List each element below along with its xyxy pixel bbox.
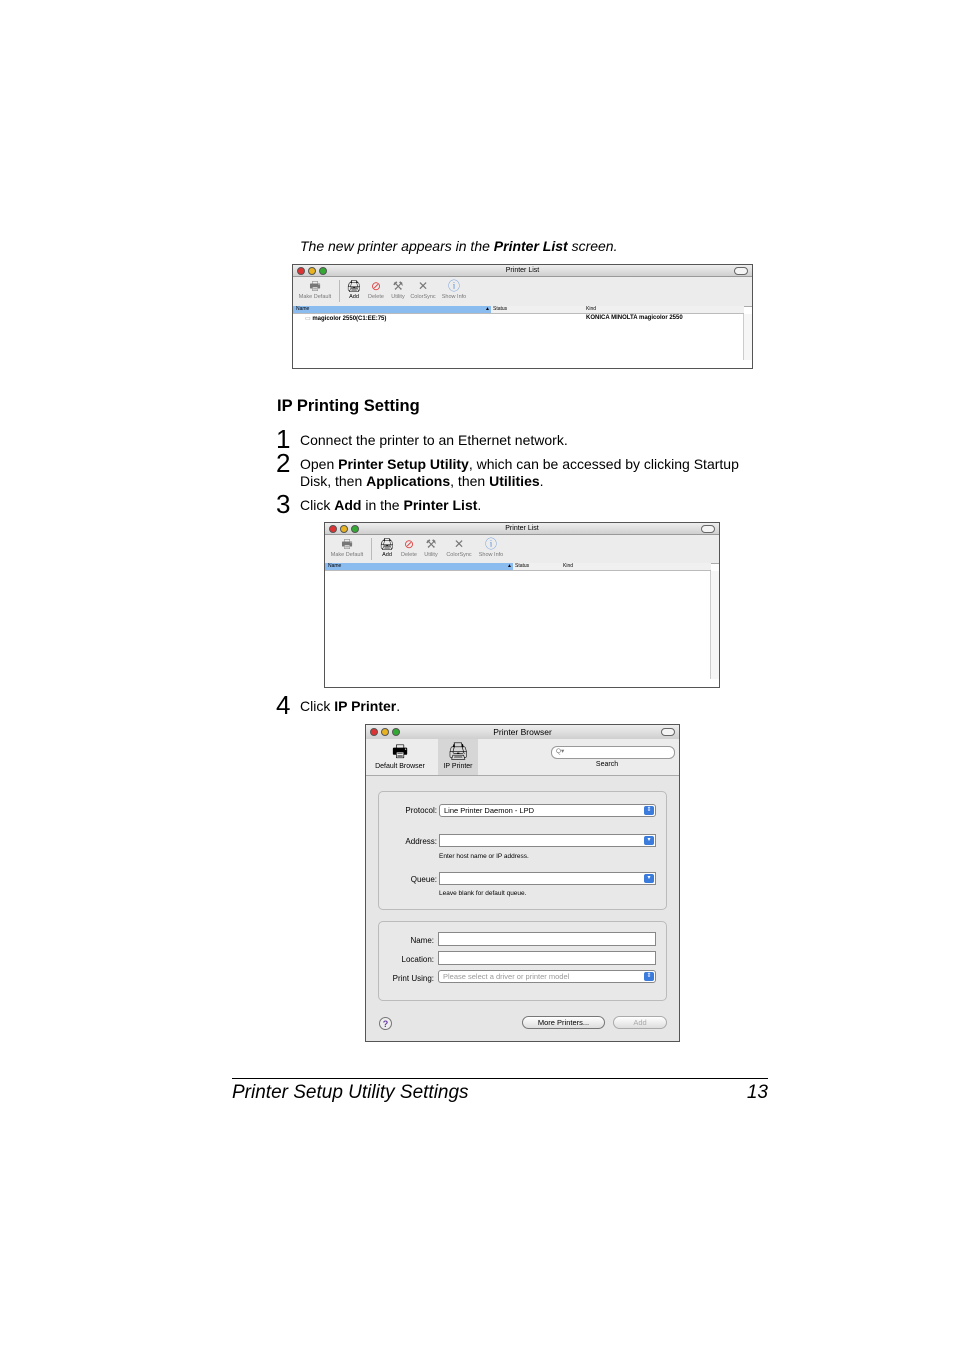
sort-arrow-icon: ▲ <box>507 563 512 569</box>
title-bar <box>366 725 679 740</box>
info-icon: ⓘ <box>447 279 460 293</box>
close-icon[interactable] <box>329 525 337 533</box>
column-status[interactable]: Status <box>515 563 530 569</box>
more-printers-button[interactable]: More Printers... <box>522 1016 605 1029</box>
printer-list-window-2 <box>324 522 720 688</box>
add-button[interactable]: Add <box>613 1016 667 1029</box>
step-text: Click Add in the Printer List. <box>300 497 482 513</box>
search-input[interactable] <box>551 746 675 759</box>
step-text: Click IP Printer. <box>300 698 401 714</box>
caption <box>300 238 618 254</box>
footer-title: Printer Setup Utility Settings <box>232 1082 469 1103</box>
caption-text-end: screen. <box>567 238 618 254</box>
scrollbar[interactable] <box>743 314 752 360</box>
step-text: Open Printer Setup Utility, which can be accessed by clicking Startup Disk, then Applications, then Utilities. <box>300 456 739 489</box>
caption-bold: Printer List <box>493 238 568 254</box>
show-info-button[interactable]: ⓘ Show Info <box>437 280 471 300</box>
toolbar <box>325 535 719 564</box>
colorsync-button[interactable]: ✕ ColorSync <box>406 280 440 300</box>
printer-icon: ▭ <box>305 316 311 322</box>
window-title: Printer List <box>505 267 540 274</box>
protocol-select[interactable]: Line Printer Daemon - LPD ⇕ <box>439 804 656 817</box>
utility-button[interactable]: ⚒ Utility <box>414 538 448 558</box>
zoom-icon[interactable] <box>319 267 327 275</box>
show-info-button[interactable]: ⓘ Show Info <box>474 538 508 558</box>
make-default-button[interactable]: 🖶 Make Default <box>298 279 332 300</box>
toolbar <box>366 739 679 776</box>
sort-arrow-icon: ▲ <box>485 306 490 312</box>
minimize-icon[interactable] <box>381 728 389 736</box>
close-icon[interactable] <box>297 267 305 275</box>
step-text: Connect the printer to an Ethernet network. <box>300 432 568 448</box>
help-button[interactable]: ? <box>379 1017 392 1030</box>
print-using-select[interactable]: Please select a driver or printer model ⇕ <box>438 970 656 983</box>
table-row[interactable] <box>305 315 386 322</box>
column-kind[interactable]: Kind <box>563 563 574 569</box>
location-label: Location: <box>401 955 434 964</box>
toolbar-toggle-icon[interactable] <box>734 267 748 275</box>
printer-kind: KONICA MINOLTA magicolor 2550 <box>586 315 683 321</box>
toolbar-toggle-icon[interactable] <box>661 728 675 736</box>
dropdown-arrow-icon[interactable]: ▾ <box>644 836 654 845</box>
column-kind[interactable]: Kind <box>586 306 597 312</box>
add-printer-icon: 🖨 <box>346 279 362 293</box>
popup-arrows-icon: ⇕ <box>644 972 654 981</box>
location-input[interactable] <box>438 951 656 965</box>
delete-button[interactable]: ⊘ Delete <box>359 280 393 300</box>
printer-browser-window <box>365 724 680 1042</box>
add-button[interactable]: 🖨 Add <box>370 538 404 558</box>
printer-name: magicolor 2550(C1:EE:75) <box>312 316 387 322</box>
add-button[interactable]: 🖨 Add <box>337 280 371 300</box>
printer-icon: 🖶 <box>391 742 409 761</box>
utility-icon: ⚒ <box>392 279 404 293</box>
step-number: 1 <box>276 424 291 454</box>
address-hint: Enter host name or IP address. <box>439 853 529 860</box>
connection-group <box>378 791 667 910</box>
caption-text: The new printer appears in the <box>300 238 494 254</box>
printer-icon: 🖶 <box>309 279 321 293</box>
column-header <box>293 306 744 314</box>
printer-details-group <box>378 921 667 1001</box>
minimize-icon[interactable] <box>340 525 348 533</box>
step-number: 3 <box>276 489 291 519</box>
print-using-label: Print Using: <box>392 974 434 983</box>
popup-arrows-icon: ⇕ <box>644 806 654 815</box>
name-input[interactable] <box>438 932 656 946</box>
colorsync-icon: ✕ <box>417 279 429 293</box>
search-icon: Q▾ <box>556 748 565 755</box>
title-bar <box>325 523 719 535</box>
delete-icon: ⊘ <box>370 279 382 293</box>
toolbar <box>293 277 752 307</box>
scrollbar[interactable] <box>710 571 719 679</box>
zoom-icon[interactable] <box>351 525 359 533</box>
section-title: IP Printing Setting <box>277 397 420 415</box>
address-input[interactable] <box>439 834 656 847</box>
make-default-button[interactable]: 🖶 Make Default <box>330 537 364 558</box>
queue-input[interactable] <box>439 872 656 885</box>
ip-printer-icon: 🖨 <box>447 742 469 761</box>
column-name[interactable]: Name <box>296 306 310 312</box>
delete-button[interactable]: ⊘ Delete <box>392 538 426 558</box>
toolbar-toggle-icon[interactable] <box>701 525 715 533</box>
title-bar <box>293 265 752 277</box>
utility-button[interactable]: ⚒ Utility <box>381 280 415 300</box>
info-icon: ⓘ <box>484 537 497 551</box>
window-title: Printer List <box>505 525 539 532</box>
page-number: 13 <box>746 1082 768 1103</box>
queue-label: Queue: <box>410 875 437 884</box>
protocol-label: Protocol: <box>405 806 437 815</box>
utility-icon: ⚒ <box>425 537 437 551</box>
close-icon[interactable] <box>370 728 378 736</box>
colorsync-icon: ✕ <box>453 537 465 551</box>
column-status[interactable]: Status <box>493 306 508 312</box>
zoom-icon[interactable] <box>392 728 400 736</box>
add-printer-icon: 🖨 <box>379 537 395 551</box>
tab-default-browser[interactable]: 🖶 Default Browser <box>369 739 431 775</box>
footer-rule <box>232 1078 768 1079</box>
minimize-icon[interactable] <box>308 267 316 275</box>
column-header <box>325 563 711 571</box>
step-number: 2 <box>276 448 291 478</box>
step-number: 4 <box>276 690 291 720</box>
window-title: Printer Browser <box>493 727 552 737</box>
search-label: Search <box>595 761 619 768</box>
colorsync-button[interactable]: ✕ ColorSync <box>442 538 476 558</box>
column-name[interactable]: Name <box>328 563 342 569</box>
delete-icon: ⊘ <box>403 537 415 551</box>
name-label: Name: <box>410 936 434 945</box>
tab-ip-printer[interactable]: 🖨 IP Printer <box>438 739 478 775</box>
dropdown-arrow-icon[interactable]: ▾ <box>644 874 654 883</box>
queue-hint: Leave blank for default queue. <box>439 890 527 897</box>
printer-list-window-1 <box>292 264 753 369</box>
address-label: Address: <box>405 837 437 846</box>
printer-icon: 🖶 <box>341 537 353 551</box>
